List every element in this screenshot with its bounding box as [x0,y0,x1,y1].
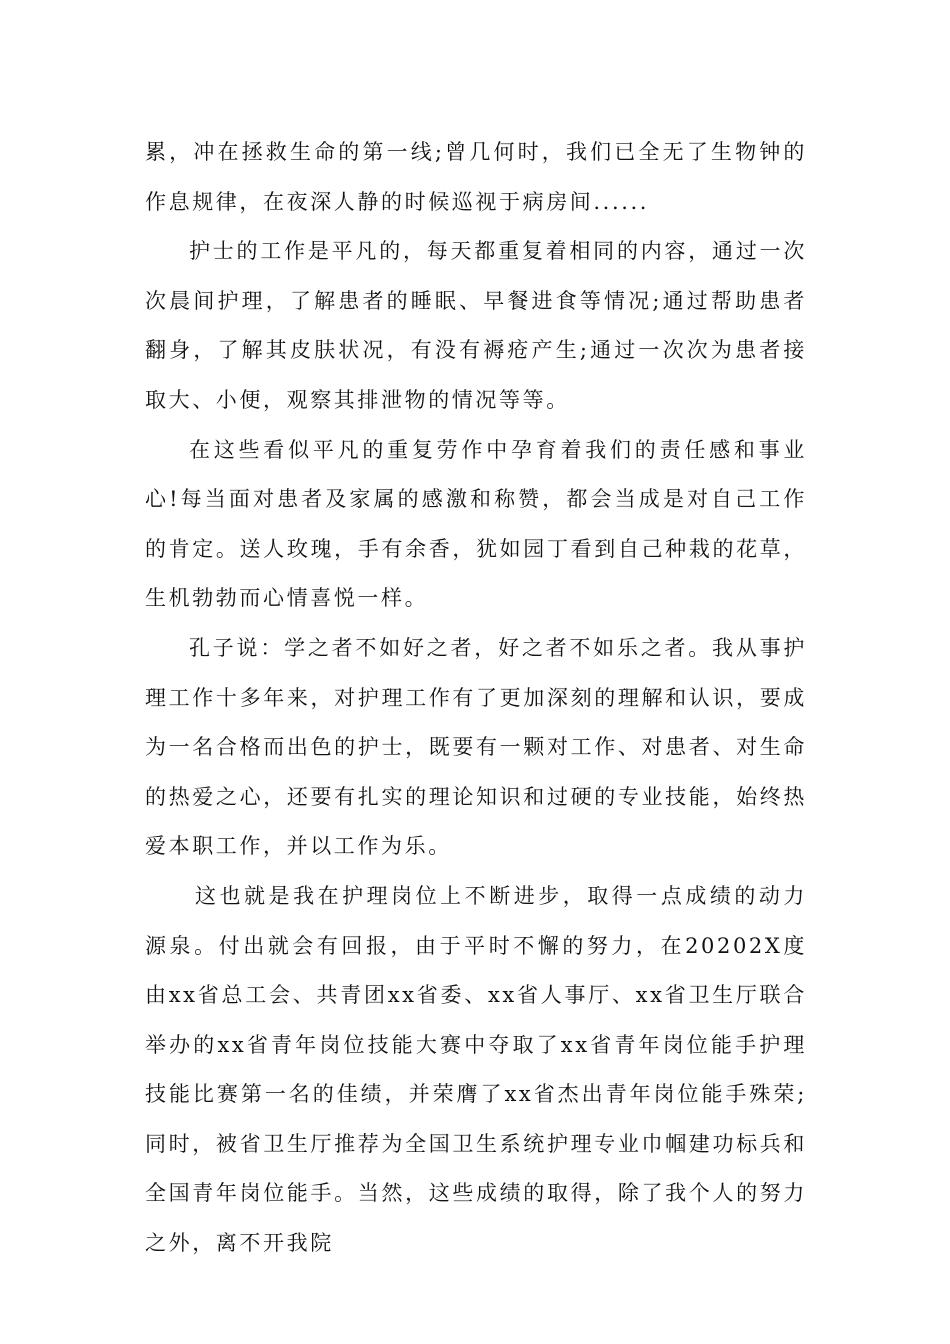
paragraph-responsibility: 在这些看似平凡的重复劳作中孕育着我们的责任感和事业心!每当面对患者及家属的感激和称赞，都会当成是对自己工作的肯定。送人玫瑰，手有余香，犹如园丁看到自己种栽的花草，生机勃勃而心情喜悦一样。 [145,437,807,611]
document-body [145,128,807,1269]
paragraph-achievements: 这也就是我在护理岗位上不断进步，取得一点成绩的动力源泉。付出就会有回报，由于平时不懈的努力，在20202X度由xx省总工会、共青团xx省委、xx省人事厅、xx省卫生厅联合举办的xx省青年岗位技能大赛中夺取了xx省青年岗位能手护理技能比赛第一名的佳绩，并荣膺了xx省杰出青年岗位能手殊荣;同时，被省卫生厅推荐为全国卫生系统护理专业巾帼建功标兵和全国青年岗位能手。当然，这些成绩的取得，除了我个人的努力之外，离不开我院 [145,883,807,1256]
paragraph-nurse-work: 护士的工作是平凡的，每天都重复着相同的内容，通过一次次晨间护理，了解患者的睡眠、早餐进食等情况;通过帮助患者翻身，了解其皮肤状况，有没有褥疮产生;通过一次次为患者接取大、小便，观察其排泄物的情况等等。 [145,239,807,412]
paragraph-continued: 累，冲在拯救生命的第一线;曾几何时，我们已全无了生物钟的作息规律，在夜深人静的时候巡视于病房间...... [145,140,807,214]
paragraph-confucius: 孔子说：学之者不如好之者，好之者不如乐之者。我从事护理工作十多年来，对护理工作有了更加深刻的理解和认识，要成为一名合格而出色的护士，既要有一颗对工作、对患者、对生命的热爱之心，还要有扎实的理论知识和过硬的专业技能，始终热爱本职工作，并以工作为乐。 [145,635,807,859]
